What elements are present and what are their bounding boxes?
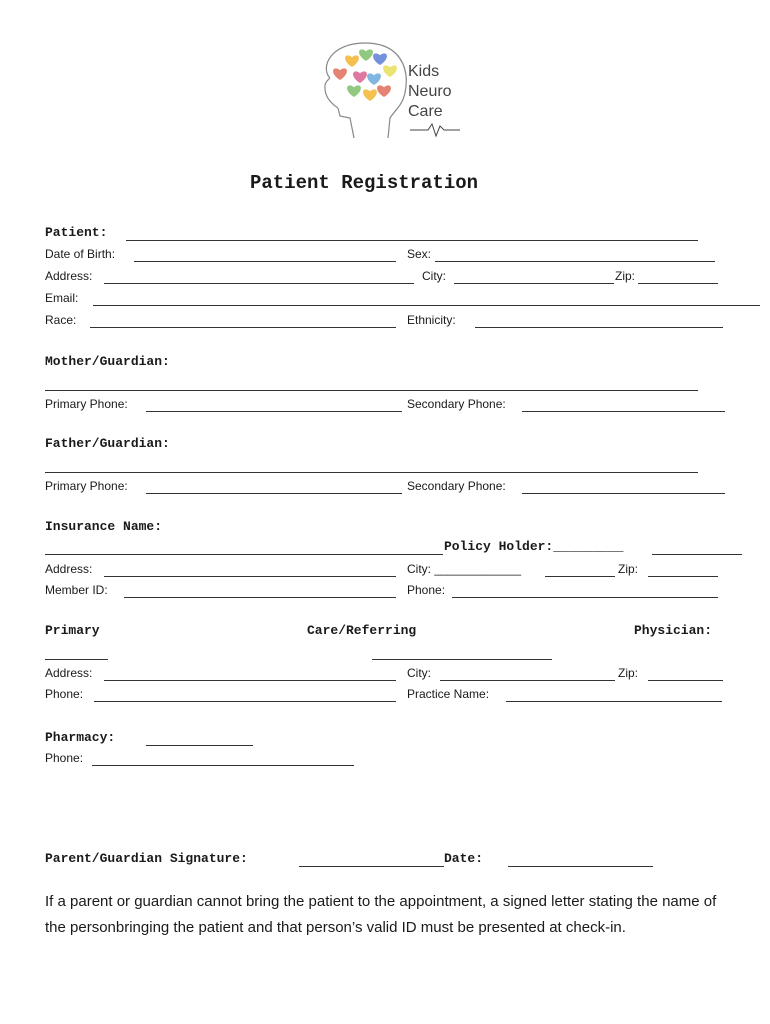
pharmacy-name-field[interactable] bbox=[146, 745, 253, 746]
father-primary-phone-field[interactable] bbox=[146, 493, 402, 494]
heart-icon bbox=[347, 85, 361, 97]
zip-field[interactable] bbox=[638, 283, 718, 284]
notice-text: If a parent or guardian cannot bring the patient to the appointment, a signed letter stating the name of the personbringing the patient and that person’s valid ID must be presented at check-in. bbox=[45, 893, 717, 936]
city-field[interactable] bbox=[454, 283, 614, 284]
father-name-field[interactable] bbox=[45, 472, 698, 473]
dob-field[interactable] bbox=[134, 261, 396, 262]
physician-city-label: City: bbox=[407, 666, 431, 680]
insurance-phone-label: Phone: bbox=[407, 583, 446, 597]
physician-referring-field[interactable] bbox=[372, 659, 552, 660]
mother-name-field[interactable] bbox=[45, 390, 698, 391]
ethnicity-field[interactable] bbox=[475, 327, 723, 328]
policy-holder-field[interactable] bbox=[652, 554, 742, 555]
heart-icon bbox=[383, 65, 397, 77]
signature-label: Parent/Guardian Signature: bbox=[45, 851, 248, 866]
insurance-name-field[interactable] bbox=[45, 554, 443, 555]
sex-field[interactable] bbox=[435, 261, 715, 262]
insurance-address-field[interactable] bbox=[104, 576, 396, 577]
kids-neuro-care-logo bbox=[310, 38, 480, 148]
physician-phone-label: Phone: bbox=[45, 687, 84, 701]
logo-text-care: Care bbox=[408, 103, 443, 120]
father-secondary-phone-field[interactable] bbox=[522, 493, 725, 494]
pharmacy-phone-field[interactable] bbox=[92, 765, 354, 766]
practice-name-label: Practice Name: bbox=[407, 687, 490, 701]
physician-phone-field[interactable] bbox=[94, 701, 396, 702]
father-primary-phone-label: Primary Phone: bbox=[45, 479, 128, 493]
ethnicity-label: Ethnicity: bbox=[407, 313, 456, 327]
heartbeat-line bbox=[410, 124, 460, 136]
city-label: City: bbox=[422, 269, 446, 283]
address-field[interactable] bbox=[104, 283, 414, 284]
patient-name-field[interactable] bbox=[126, 240, 698, 241]
mother-secondary-phone-field[interactable] bbox=[522, 411, 725, 412]
heart-icon bbox=[359, 49, 373, 61]
insurance-zip-label: Zip: bbox=[618, 562, 639, 576]
insurance-city-label: City: _____________ bbox=[407, 562, 522, 576]
physician-address-field[interactable] bbox=[104, 680, 396, 681]
father-heading: Father/Guardian: bbox=[45, 436, 170, 451]
heart-icon bbox=[333, 68, 347, 80]
policy-holder-label: Policy Holder:_________ bbox=[444, 539, 624, 554]
insurance-address-label: Address: bbox=[45, 562, 93, 576]
heart-icon bbox=[367, 73, 381, 85]
mother-primary-phone-field[interactable] bbox=[146, 411, 402, 412]
physician-address-label: Address: bbox=[45, 666, 93, 680]
insurance-phone-field[interactable] bbox=[452, 597, 718, 598]
practice-name-field[interactable] bbox=[506, 701, 722, 702]
mother-primary-phone-label: Primary Phone: bbox=[45, 397, 128, 411]
member-id-label: Member ID: bbox=[45, 583, 108, 597]
mother-heading: Mother/Guardian: bbox=[45, 354, 170, 369]
heart-icon bbox=[345, 55, 359, 67]
pharmacy-heading: Pharmacy: bbox=[45, 730, 116, 745]
physician-heading-primary: Primary bbox=[45, 623, 100, 638]
zip-label: Zip: bbox=[615, 269, 636, 283]
insurance-zip-field[interactable] bbox=[648, 576, 718, 577]
email-label: Email: bbox=[45, 291, 79, 305]
dob-label: Date of Birth: bbox=[45, 247, 116, 261]
race-field[interactable] bbox=[90, 327, 396, 328]
email-field[interactable] bbox=[93, 305, 760, 306]
form-title: Patient Registration bbox=[250, 172, 479, 194]
insurance-city-field[interactable] bbox=[545, 576, 615, 577]
patient-heading: Patient: bbox=[45, 225, 108, 240]
father-secondary-phone-label: Secondary Phone: bbox=[407, 479, 506, 493]
pharmacy-phone-label: Phone: bbox=[45, 751, 84, 765]
heart-icon bbox=[363, 89, 377, 101]
physician-name-field[interactable] bbox=[45, 659, 108, 660]
signature-date-field[interactable] bbox=[508, 866, 653, 867]
physician-city-field[interactable] bbox=[440, 680, 615, 681]
heart-icon bbox=[377, 85, 391, 97]
address-label: Address: bbox=[45, 269, 93, 283]
signature-field[interactable] bbox=[299, 866, 444, 867]
logo-text-neuro: Neuro bbox=[408, 83, 452, 100]
signature-date-label: Date: bbox=[444, 851, 484, 866]
race-label: Race: bbox=[45, 313, 77, 327]
logo-text-kids: Kids bbox=[408, 63, 440, 80]
member-id-field[interactable] bbox=[124, 597, 396, 598]
physician-heading-physician: Physician: bbox=[634, 623, 713, 638]
mother-secondary-phone-label: Secondary Phone: bbox=[407, 397, 506, 411]
insurance-heading: Insurance Name: bbox=[45, 519, 163, 534]
physician-zip-label: Zip: bbox=[618, 666, 639, 680]
heart-icon bbox=[353, 71, 367, 83]
physician-zip-field[interactable] bbox=[648, 680, 723, 681]
heart-icon bbox=[373, 53, 387, 65]
sex-label: Sex: bbox=[407, 247, 432, 261]
physician-heading-care: Care/Referring bbox=[307, 623, 417, 638]
